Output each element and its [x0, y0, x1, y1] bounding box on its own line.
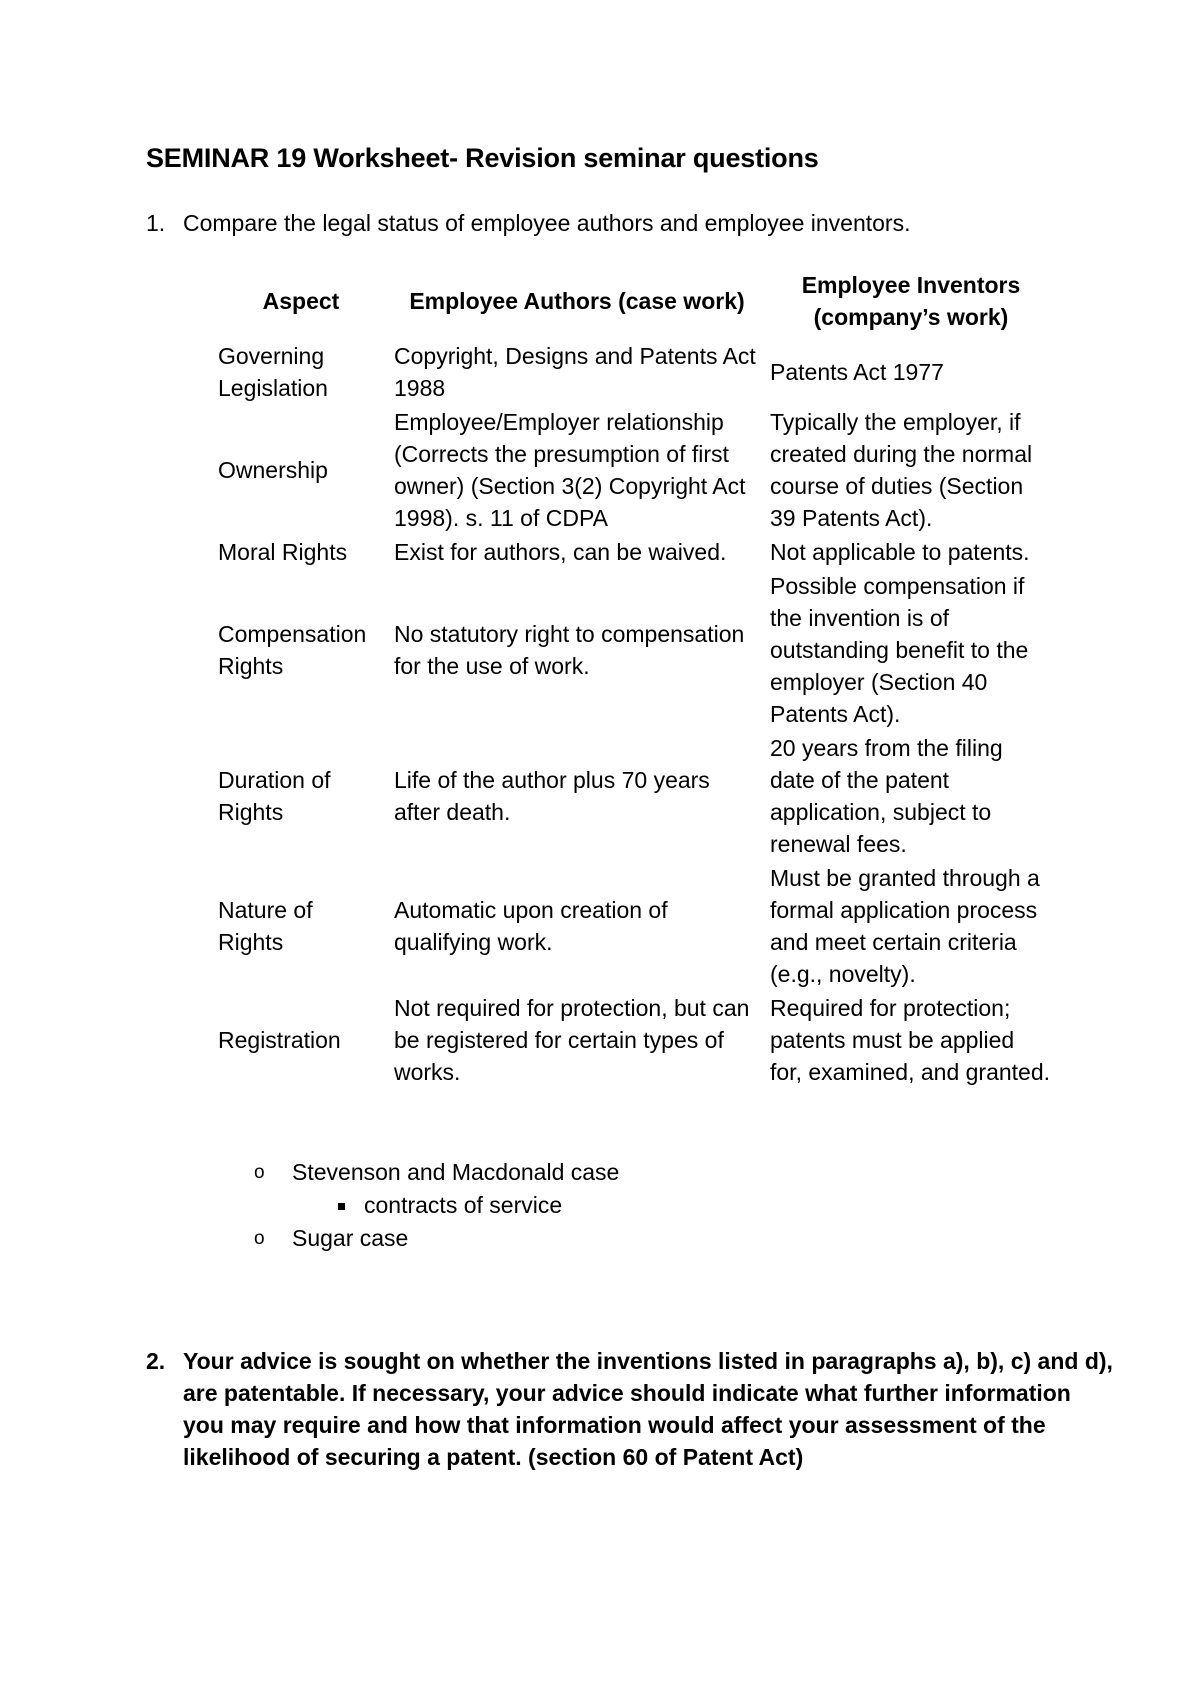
table-row [212, 731, 1056, 861]
hollow-bullet-icon: o [254, 1228, 265, 1249]
row-aspect: Moral Rights [218, 539, 348, 565]
row-authors: No statutory right to compensation for the use of work. [394, 621, 745, 679]
row-inventors: Typically the employer, if created during the normal course of duties (Section 39 Patents Act). [770, 409, 1033, 531]
row-aspect: Governing Legislation [218, 343, 328, 401]
bullet-text-sugar: Sugar case [292, 1225, 409, 1251]
comparison-table [212, 268, 1056, 1089]
square-bullet-icon [338, 1203, 345, 1210]
row-authors: Copyright, Designs and Patents Act 1988 [394, 343, 756, 401]
row-authors: Employee/Employer relationship (Corrects the presumption of first owner) (Section 3(2) Copyright Act 1998). s. 11 of CDPA [394, 409, 746, 531]
row-inventors: Patents Act 1977 [770, 359, 944, 385]
hollow-bullet-icon: o [254, 1162, 265, 1183]
table-row [212, 405, 1056, 535]
row-inventors: 20 years from the filing date of the patent application, subject to renewal fees. [770, 735, 1003, 857]
table-row [212, 339, 1056, 405]
bullet-text-stevenson: Stevenson and Macdonald case [292, 1159, 620, 1185]
row-aspect: Registration [218, 1027, 341, 1053]
row-inventors: Must be granted through a formal application process and meet certain criteria (e.g., novelty). [770, 865, 1040, 987]
document-title: SEMINAR 19 Worksheet- Revision seminar questions [146, 143, 819, 173]
question-1-text: Compare the legal status of employee authors and employee inventors. [183, 210, 911, 236]
table-header-row [212, 268, 1056, 339]
question-2-number: 2. [146, 1348, 166, 1374]
row-inventors: Possible compensation if the invention is of outstanding benefit to the employer (Section 40 Patents Act). [770, 573, 1029, 727]
bullet-text-contracts: contracts of service [364, 1192, 563, 1218]
row-authors: Automatic upon creation of qualifying work. [394, 897, 668, 955]
table-row [212, 861, 1056, 991]
question-2-text: Your advice is sought on whether the inventions listed in paragraphs a), b), c) and d), are patentable. If necessary, your advice should indicate what further information you may require and how that information would affect your assessment of the likelihood of securing a patent. (section 60 of Patent Act) [183, 1348, 1113, 1470]
row-authors: Not required for protection, but can be registered for certain types of works. [394, 995, 750, 1085]
row-aspect: Duration of Rights [218, 767, 331, 825]
row-authors: Life of the author plus 70 years after death. [394, 767, 710, 825]
question-1-number: 1. [146, 210, 166, 236]
table-row [212, 569, 1056, 731]
row-inventors: Required for protection; patents must be applied for, examined, and granted. [770, 995, 1051, 1085]
header-employee-inventors: Employee Inventors (company’s work) [801, 272, 1021, 330]
header-employee-authors: Employee Authors (case work) [409, 288, 745, 314]
table-row [212, 991, 1056, 1089]
table-row [212, 535, 1056, 569]
row-authors: Exist for authors, can be waived. [394, 539, 727, 565]
row-aspect: Compensation Rights [218, 621, 367, 679]
row-aspect: Ownership [218, 457, 328, 483]
header-aspect: Aspect [262, 288, 340, 314]
row-inventors: Not applicable to patents. [770, 539, 1030, 565]
row-aspect: Nature of Rights [218, 897, 313, 955]
